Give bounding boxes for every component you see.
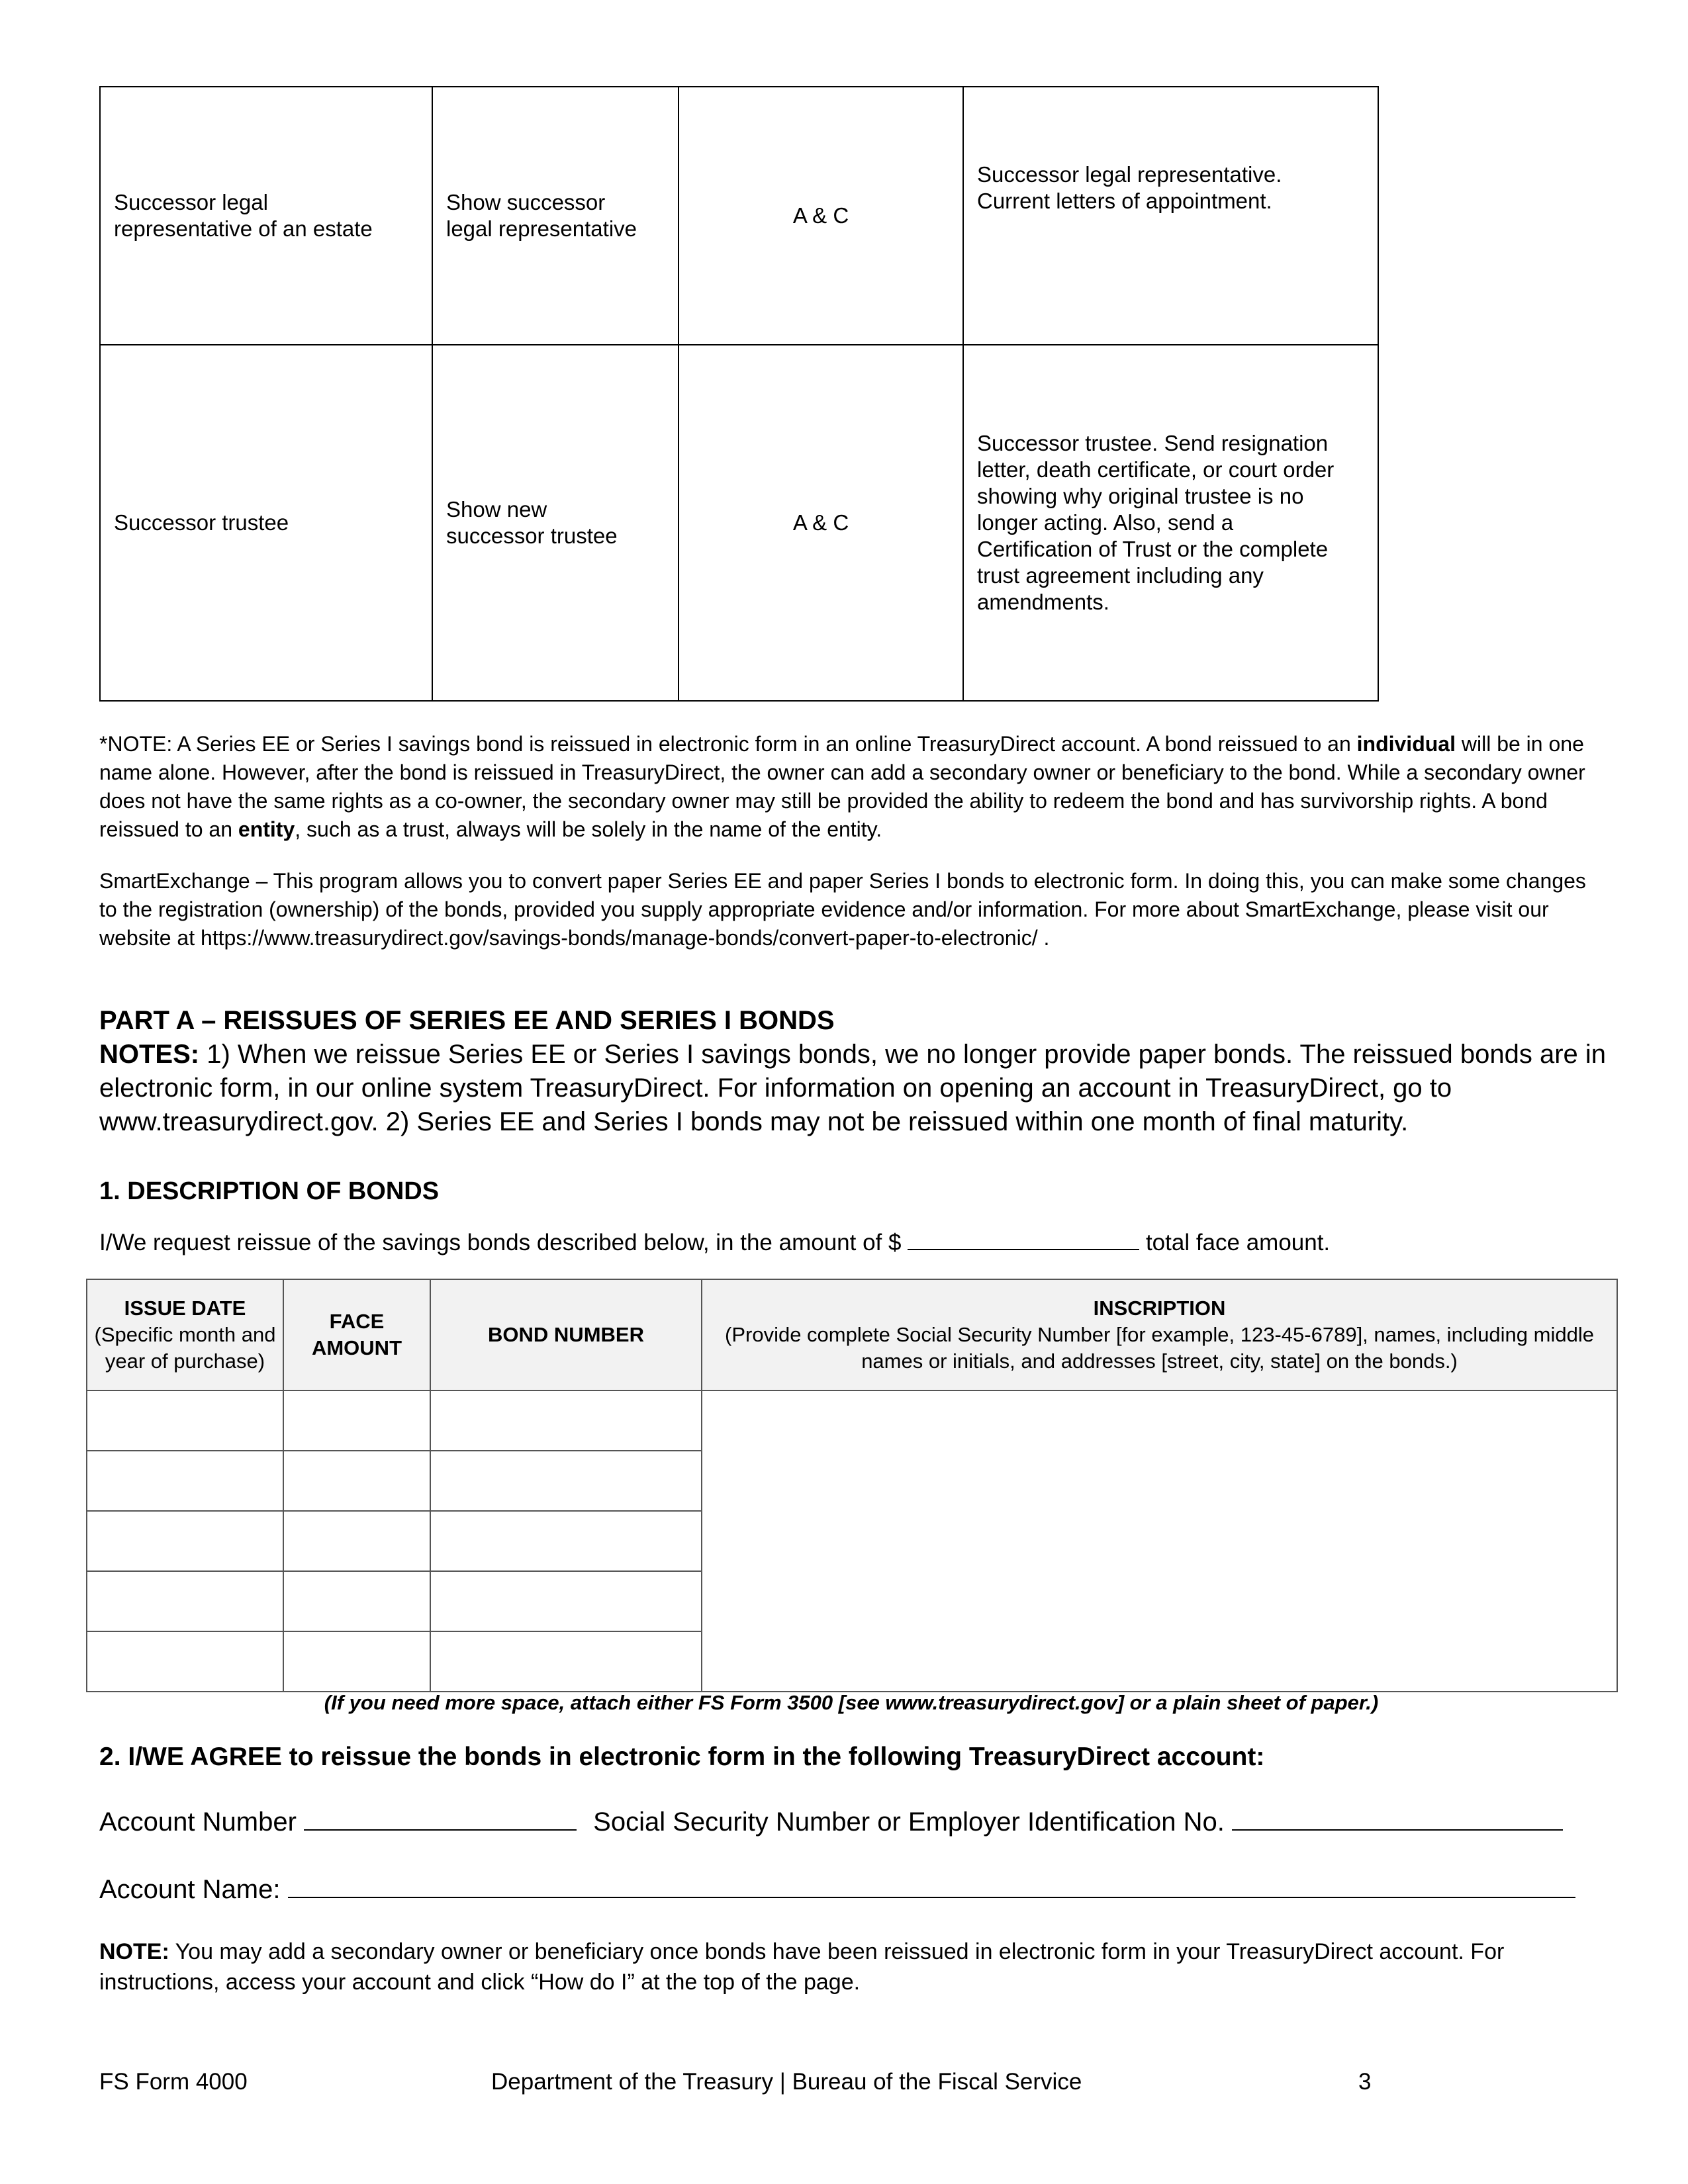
account-number-field[interactable] [304, 1803, 577, 1831]
face-amount-input[interactable] [283, 1631, 430, 1692]
account-number-row [99, 1803, 1563, 1838]
more-space-note: (If you need more space, attach either FS Form 3500 [see www.treasurydirect.gov] or a plain sheet of paper.) [324, 1691, 1379, 1714]
inscription-input[interactable] [702, 1390, 1617, 1692]
bond-number-input[interactable] [430, 1631, 702, 1692]
account-name-field[interactable] [288, 1870, 1575, 1898]
table-row [87, 1390, 1617, 1451]
bond-number-input[interactable] [430, 1571, 702, 1631]
section-1-title [99, 1176, 439, 1206]
face-amount-input[interactable] [283, 1571, 430, 1631]
note-text-2: will be in one name alone. However, after the bond is reissued in TreasuryDirect, the owner can add a secondary owner or beneficiary to the bond. While a secondary owner does not have the same rights as a co-owner, the secondary owner may still be provided the ability to redeem the bond and has survivorship rights. A bond reissued to an [99, 732, 1585, 841]
col-inscription: INSCRIPTION (Provide complete Social Security Number [for example, 123-45-6789], names, including middle names or initials, and addresses [street, city, state] on the bonds.) [702, 1279, 1617, 1390]
request-text-end: total face amount. [1145, 1230, 1331, 1255]
section-1-heading: . DESCRIPTION OF BONDS [113, 1177, 440, 1205]
issue-date-input[interactable] [87, 1511, 283, 1571]
reissue-request [99, 1229, 1330, 1257]
account-number-label: Account Number [99, 1807, 297, 1837]
ssn-field[interactable] [1232, 1803, 1563, 1831]
cell-evidence: Successor trustee. Send resignation letter, death certificate, or court order showing why original trustee is no longer acting. Also, send a Certification of Trust or the complete trust agreement including any amendments. [963, 345, 1378, 701]
bond-number-input[interactable] [430, 1451, 702, 1511]
footer-department: Department of the Treasury | Bureau of the Fiscal Service [491, 2069, 1082, 2095]
section-1-number: 1 [99, 1177, 114, 1205]
table-header-row [87, 1279, 1617, 1390]
smartexchange-paragraph: SmartExchange – This program allows you to convert paper Series EE and paper Series I bonds to electronic form. In doing this, you can make some changes to the registration (ownership) of the bonds, provided you supply appropriate evidence and/or information. For more about SmartExchange, please visit our website at https://www.treasurydirect.gov/savings-bonds/manage-bonds/convert-paper-to-electronic/ . [99, 869, 1586, 950]
note-bold-individual: individual [1356, 732, 1456, 756]
col-face-amount: FACE AMOUNT [283, 1279, 430, 1390]
cell-show: Show new successor trustee [432, 345, 679, 701]
bond-description-table [86, 1279, 1618, 1692]
note-label: NOTE: [99, 1939, 169, 1964]
note-body: You may add a secondary owner or beneficiary once bonds have been reissued in electronic form in your TreasuryDirect account. For instructions, access your account and click “How do I” at the top of the page. [99, 1939, 1505, 1995]
account-name-row [99, 1870, 1575, 1905]
table-row [100, 345, 1378, 701]
bond-number-input[interactable] [430, 1390, 702, 1451]
cell-evidence: Successor legal representative. Current letters of appointment. [963, 87, 1378, 345]
col-issue-date: ISSUE DATE (Specific month and year of purchase) [87, 1279, 283, 1390]
account-name-label: Account Name: [99, 1875, 281, 1904]
note-text-3: , such as a trust, always will be solely in the name of the entity. [295, 817, 882, 841]
cell-code: A & C [679, 87, 963, 345]
bond-number-input[interactable] [430, 1511, 702, 1571]
cell-who: Successor legal representative of an estate [100, 87, 432, 345]
col-bond-number: BOND NUMBER [430, 1279, 702, 1390]
section-2-title: 2. I/WE AGREE to reissue the bonds in electronic form in the following TreasuryDirect account: [99, 1743, 1265, 1771]
cell-who: Successor trustee [100, 345, 432, 701]
cell-code: A & C [679, 345, 963, 701]
evidence-table [99, 86, 1379, 702]
notes-label: NOTES: [99, 1040, 200, 1069]
notes-text: 1) When we reissue Series EE or Series I savings bonds, we no longer provide paper bonds. The reissued bonds are in electronic form, in our online system TreasuryDirect. For information on opening an account in TreasuryDirect, go to www.treasurydirect.gov. 2) Series EE and Series I bonds may not be reissued within one month of final maturity. [99, 1040, 1607, 1136]
total-face-amount-field[interactable] [908, 1229, 1139, 1250]
note-bold-entity: entity [238, 817, 295, 841]
issue-date-input[interactable] [87, 1451, 283, 1511]
issue-date-input[interactable] [87, 1631, 283, 1692]
face-amount-input[interactable] [283, 1511, 430, 1571]
issue-date-input[interactable] [87, 1390, 283, 1451]
face-amount-input[interactable] [283, 1451, 430, 1511]
note-text-1: *NOTE: A Series EE or Series I savings bond is reissued in electronic form in an online TreasuryDirect account. A bond reissued to an [99, 732, 1357, 756]
part-a-title: PART A – REISSUES OF SERIES EE AND SERIES I BONDS [99, 1006, 835, 1035]
part-a-notes [99, 1038, 1615, 1139]
ssn-label: Social Security Number or Employer Identification No. [593, 1807, 1225, 1837]
reissue-note [99, 730, 1602, 844]
footer-page-number: 3 [1358, 2069, 1372, 2095]
table-row [100, 87, 1378, 345]
face-amount-input[interactable] [283, 1390, 430, 1451]
cell-show: Show successor legal representative [432, 87, 679, 345]
request-text: I/We request reissue of the savings bonds described below, in the amount of $ [99, 1230, 902, 1255]
issue-date-input[interactable] [87, 1571, 283, 1631]
secondary-owner-note [99, 1936, 1542, 1997]
footer-form-number: FS Form 4000 [99, 2069, 248, 2095]
